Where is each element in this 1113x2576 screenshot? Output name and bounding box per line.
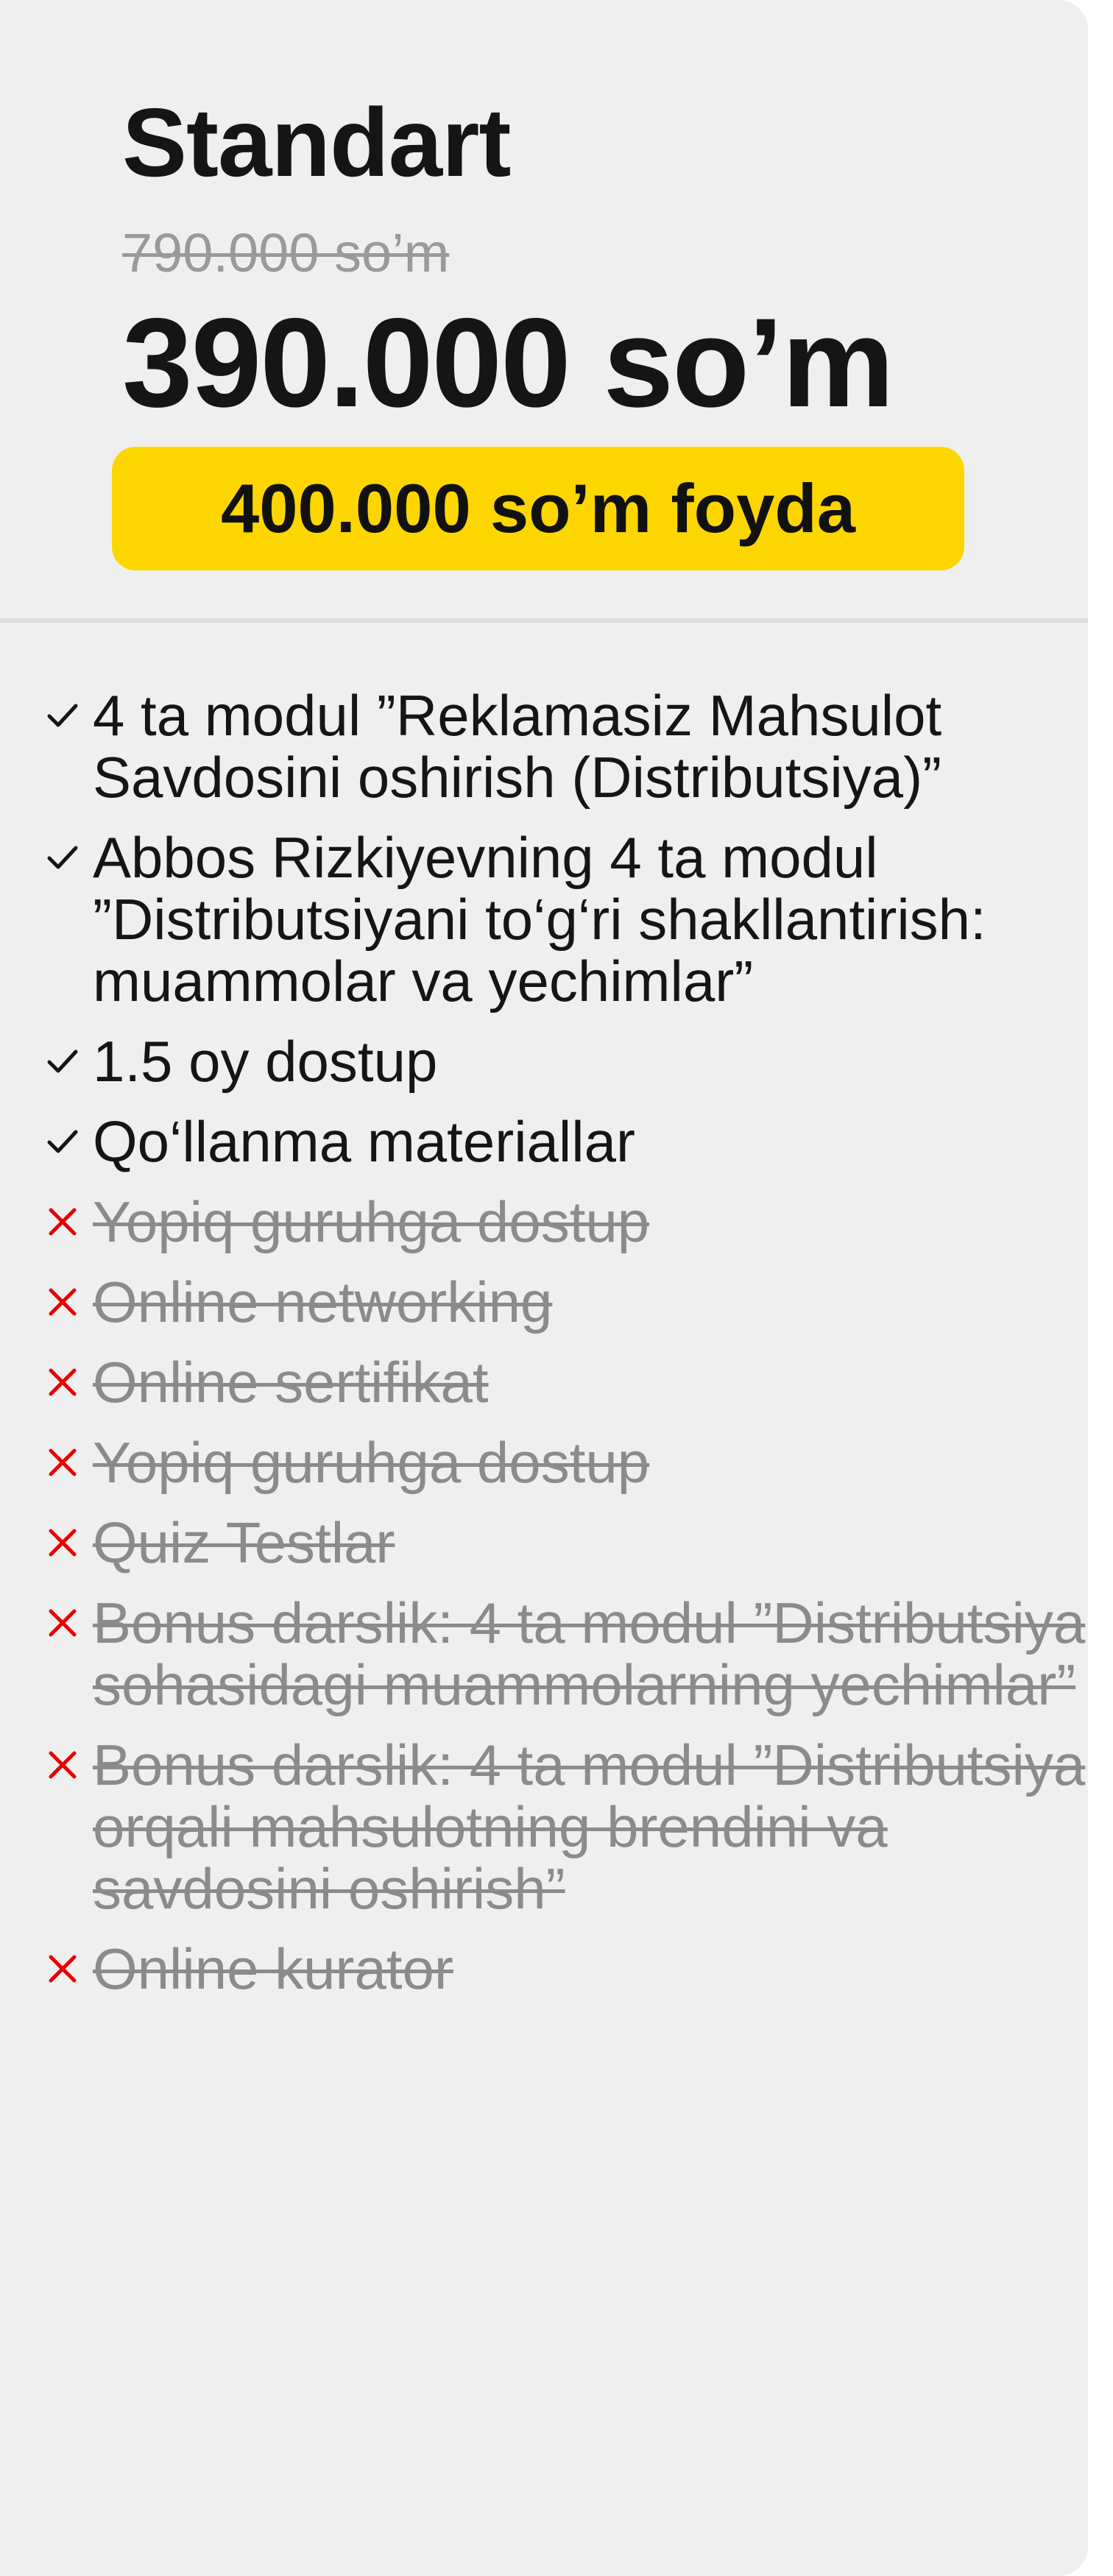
- feature-text: Abbos Rizkiyevning 4 ta modul ”Distributsiyani to‘g‘ri shakllantirish: muammolar va yechimlar”: [93, 825, 986, 1013]
- feature-item-excluded: [0, 1938, 1088, 2000]
- feature-text: Quiz Testlar: [93, 1510, 395, 1575]
- feature-text: Yopiq guruhga dostup: [93, 1430, 650, 1495]
- feature-item-excluded: [0, 1351, 1088, 1413]
- savings-badge: 400.000 so’m foyda: [112, 447, 964, 570]
- check-icon: [43, 684, 82, 746]
- feature-text: Online sertifikat: [93, 1350, 489, 1415]
- cross-icon: [43, 1191, 82, 1253]
- feature-item-excluded: [0, 1432, 1088, 1493]
- feature-text: Online networking: [93, 1270, 553, 1334]
- cross-icon: [43, 1938, 82, 2000]
- feature-item-excluded: [0, 1271, 1088, 1333]
- feature-item-excluded: [0, 1191, 1088, 1253]
- cross-icon: [43, 1592, 82, 1654]
- cross-icon: [43, 1512, 82, 1574]
- feature-list: [0, 684, 1088, 2018]
- feature-text: Bonus darslik: 4 ta modul ”Distributsiya sohasidagi muammolarning yechimlar”: [93, 1590, 1086, 1717]
- feature-item-excluded: [0, 1734, 1088, 1919]
- feature-text: Yopiq guruhga dostup: [93, 1189, 650, 1254]
- feature-item: [0, 1030, 1088, 1092]
- old-price: 790.000 so’m: [122, 222, 450, 283]
- feature-item: [0, 827, 1088, 1012]
- feature-item-excluded: [0, 1512, 1088, 1574]
- feature-text: 1.5 oy dostup: [93, 1029, 438, 1094]
- check-icon: [43, 1111, 82, 1172]
- pricing-header: [0, 0, 1088, 621]
- feature-item-excluded: [0, 1592, 1088, 1716]
- cross-icon: [43, 1351, 82, 1413]
- feature-text: Bonus darslik: 4 ta modul ”Distributsiya orqali mahsulotning brendini va savdosini oshirish”: [93, 1733, 1086, 1921]
- feature-item: [0, 1111, 1088, 1172]
- cross-icon: [43, 1734, 82, 1796]
- check-icon: [43, 827, 82, 888]
- current-price: 390.000 so’m: [122, 292, 893, 434]
- feature-text: 4 ta modul ”Reklamasiz Mahsulot Savdosini oshirish (Distributsiya)”: [93, 683, 942, 810]
- cross-icon: [43, 1271, 82, 1333]
- plan-title: Standart: [122, 88, 511, 197]
- cross-icon: [43, 1432, 82, 1493]
- feature-text: Qo‘llanma materiallar: [93, 1109, 635, 1174]
- feature-text: Online kurator: [93, 1936, 453, 2001]
- divider: [0, 618, 1088, 623]
- check-icon: [43, 1030, 82, 1092]
- feature-item: [0, 684, 1088, 808]
